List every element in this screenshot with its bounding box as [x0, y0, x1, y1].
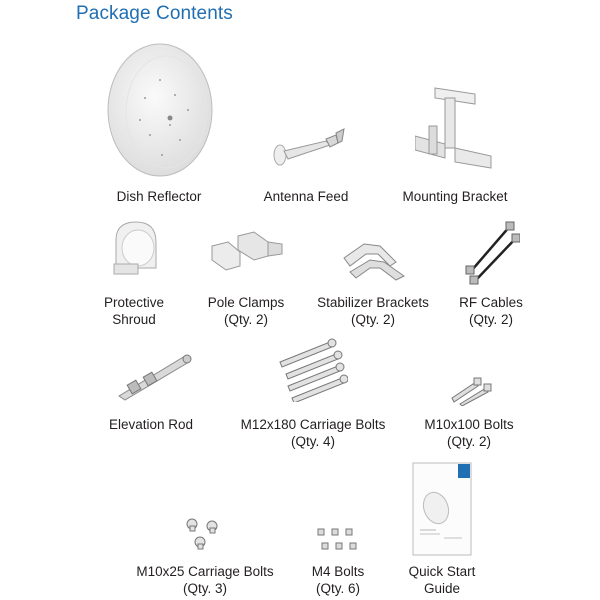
- m10x100-bolts-image: [448, 376, 493, 406]
- m10x25-carriage-bolts-caption: M10x25 Carriage Bolts (Qty. 3): [136, 564, 274, 596]
- quick-start-guide-image: [412, 462, 474, 558]
- page-title: Package Contents: [76, 3, 233, 24]
- m4-bolts-image: [316, 527, 361, 553]
- m4-bolts-caption: M4 Bolts (Qty. 6): [311, 564, 365, 596]
- m12x180-carriage-bolts-caption: M12x180 Carriage Bolts (Qty. 4): [240, 417, 386, 449]
- mounting-bracket-image: [415, 86, 495, 176]
- rf-cables-caption: RF Cables (Qty. 2): [459, 295, 523, 327]
- stabilizer-brackets-image: [340, 232, 410, 282]
- pole-clamps-caption: Pole Clamps (Qty. 2): [207, 295, 285, 327]
- quick-start-guide-caption: Quick Start Guide: [408, 564, 476, 596]
- dish-reflector-image: [100, 40, 220, 190]
- elevation-rod-caption: Elevation Rod: [108, 417, 194, 432]
- stabilizer-brackets-caption: Stabilizer Brackets (Qty. 2): [317, 295, 429, 327]
- mounting-bracket-caption: Mounting Bracket: [402, 189, 508, 204]
- pole-clamps-image: [210, 230, 285, 275]
- antenna-feed-image: [270, 125, 350, 175]
- protective-shroud-image: [108, 218, 163, 278]
- dish-reflector-caption: Dish Reflector: [116, 189, 202, 204]
- protective-shroud-caption: Protective Shroud: [103, 295, 165, 327]
- elevation-rod-image: [115, 352, 195, 402]
- rf-cables-image: [460, 218, 520, 288]
- m10x25-carriage-bolts-image: [182, 516, 222, 552]
- m12x180-carriage-bolts-image: [276, 332, 348, 402]
- m10x100-bolts-caption: M10x100 Bolts (Qty. 2): [424, 417, 514, 449]
- antenna-feed-caption: Antenna Feed: [263, 189, 349, 204]
